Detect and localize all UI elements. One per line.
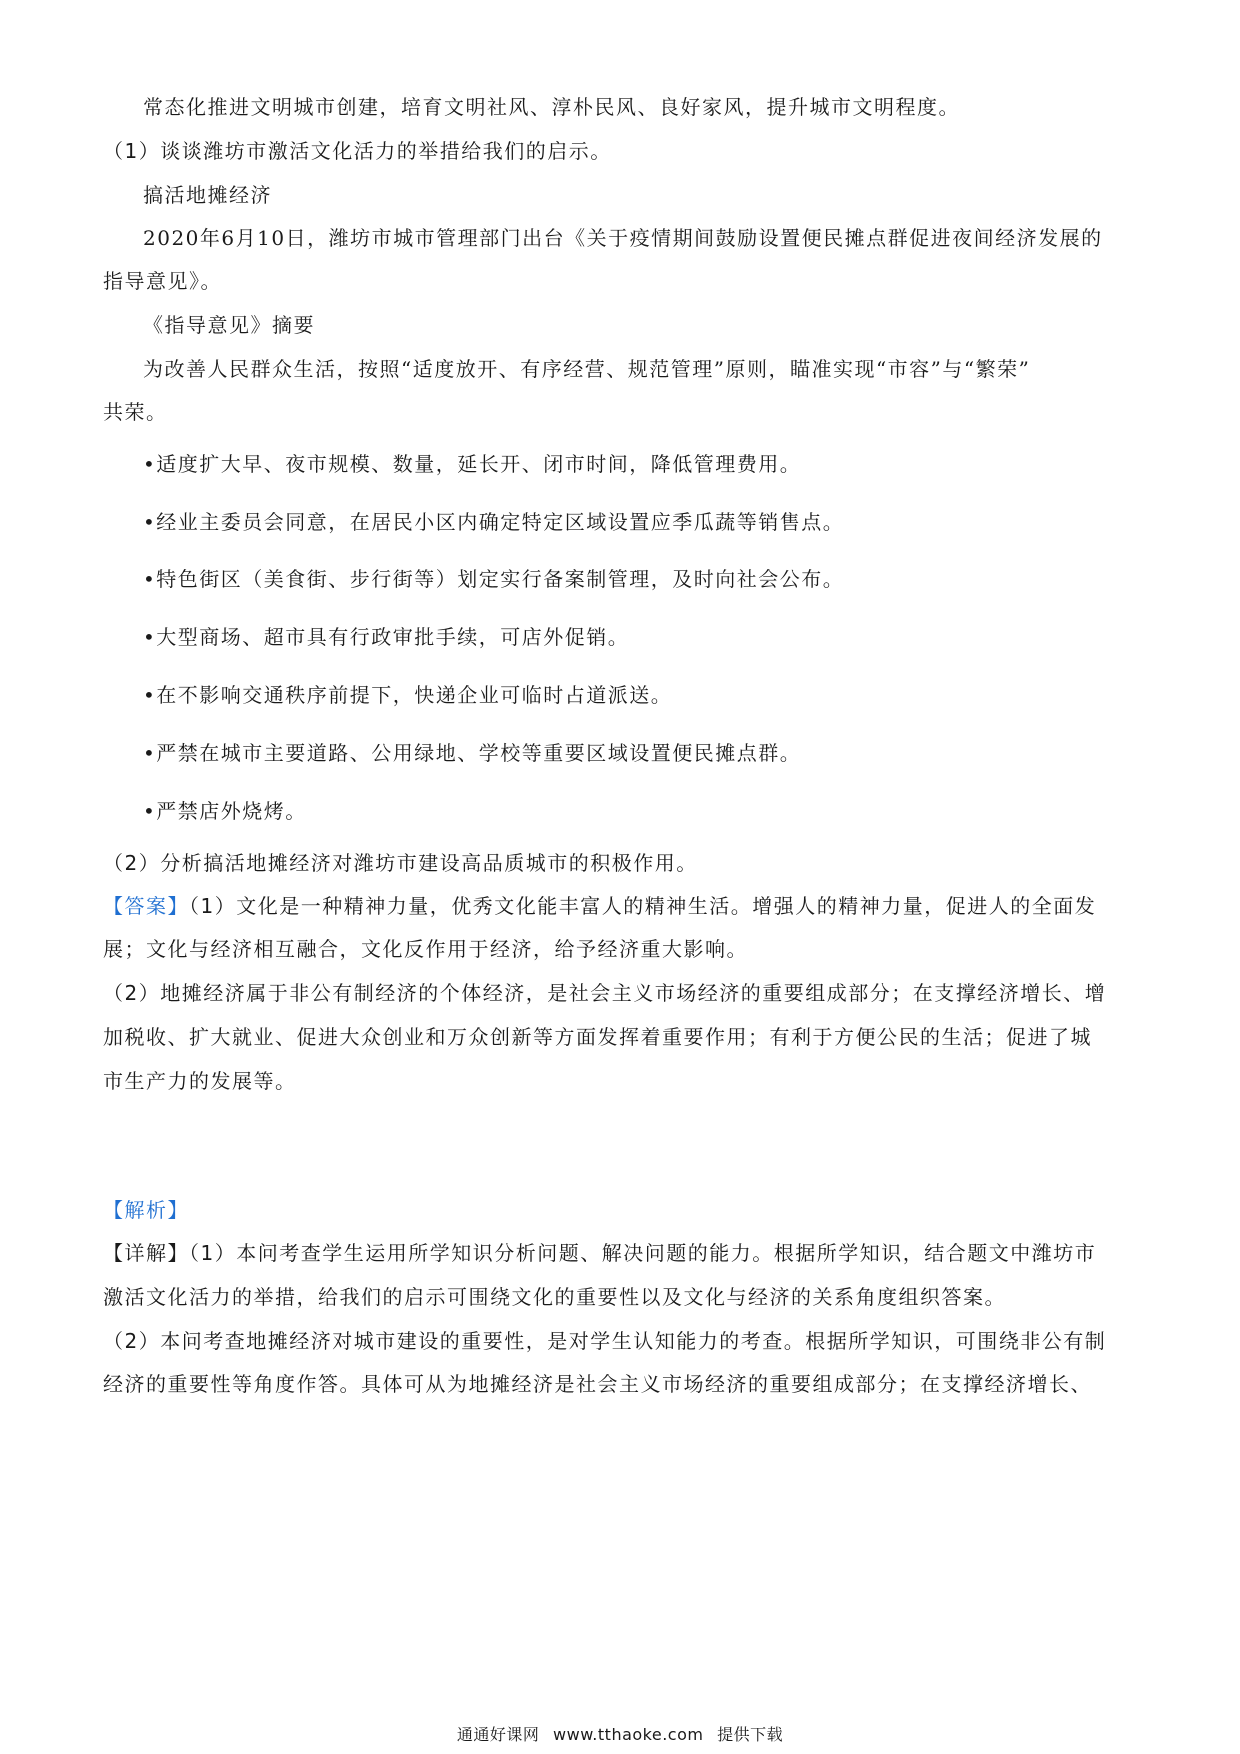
bullet-item: •大型商场、超市具有行政审批手续，可店外促销。 [143,625,630,649]
footer-suffix: 提供下载 [717,1725,784,1744]
detail-line: （2）本问考查地摊经济对城市建设的重要性，是对学生认知能力的考查。根据所学知识，可围绕非公有制 [103,1329,1107,1353]
detail-line: 经济的重要性等角度作答。具体可从为地摊经济是社会主义市场经济的重要组成部分；在支撑经济增长、 [103,1372,1092,1396]
answer-line [103,891,1096,921]
answer-text: （1）文化是一种精神力量，优秀文化能丰富人的精神生活。增强人的精神力量，促进人的全面发 [189,894,1097,918]
bullet-item: •严禁在城市主要道路、公用绿地、学校等重要区域设置便民摊点群。 [143,741,802,765]
abstract-title: 《指导意见》摘要 [143,313,315,337]
answer-line: 市生产力的发展等。 [103,1069,297,1093]
bullet-item: •特色街区（美食街、步行街等）划定实行备案制管理，及时向社会公布。 [143,567,845,591]
bullet-item: •严禁店外烧烤。 [143,799,307,823]
answer-line: 展；文化与经济相互融合，文化反作用于经济，给予经济重大影响。 [103,937,748,961]
footer-url[interactable]: www.tthaoke.com [553,1725,704,1744]
answer-label: 【答案】 [103,894,189,918]
detail-text: （1）本问考查学生运用所学知识分析问题、解决问题的能力。根据所学知识，结合题文中潍坊市 [189,1241,1097,1265]
page-footer [0,1722,1240,1745]
question-2: （2）分析搞活地摊经济对潍坊市建设高品质城市的积极作用。 [103,851,698,875]
answer-line: （2）地摊经济属于非公有制经济的个体经济，是社会主义市场经济的重要组成部分；在支撑经济增长、增 [103,981,1107,1005]
paragraph-line: 共荣。 [103,400,168,424]
detail-label: 【详解】 [103,1241,189,1265]
bullet-item: •在不影响交通秩序前提下，快递企业可临时占道派送。 [143,683,673,707]
detail-line [103,1238,1096,1268]
bullet-item: •经业主委员会同意，在居民小区内确定特定区域设置应季瓜蔬等销售点。 [143,510,845,534]
paragraph-line: 指导意见》。 [103,269,222,293]
paragraph-line: 2020年6月10日，潍坊市城市管理部门出台《关于疫情期间鼓励设置便民摊点群促进夜间经济发展的 [143,226,1103,250]
footer-site-name: 通通好课网 [456,1725,540,1744]
analysis-label: 【解析】 [103,1198,189,1222]
paragraph-line: 常态化推进文明城市创建，培育文明社风、淳朴民风、良好家风，提升城市文明程度。 [143,95,960,119]
material-title: 搞活地摊经济 [143,183,272,207]
paragraph-line: 为改善人民群众生活，按照“适度放开、有序经营、规范管理”原则，瞄准实现“市容”与“繁荣” [143,357,1031,381]
bullet-item: •适度扩大早、夜市规模、数量，延长开、闭市时间，降低管理费用。 [143,452,802,476]
answer-line: 加税收、扩大就业、促进大众创业和万众创新等方面发挥着重要作用；有利于方便公民的生活；促进了城 [103,1025,1092,1049]
detail-line: 激活文化活力的举措，给我们的启示可围绕文化的重要性以及文化与经济的关系角度组织答案。 [103,1285,1006,1309]
question-1: （1）谈谈潍坊市激活文化活力的举措给我们的启示。 [103,139,612,163]
